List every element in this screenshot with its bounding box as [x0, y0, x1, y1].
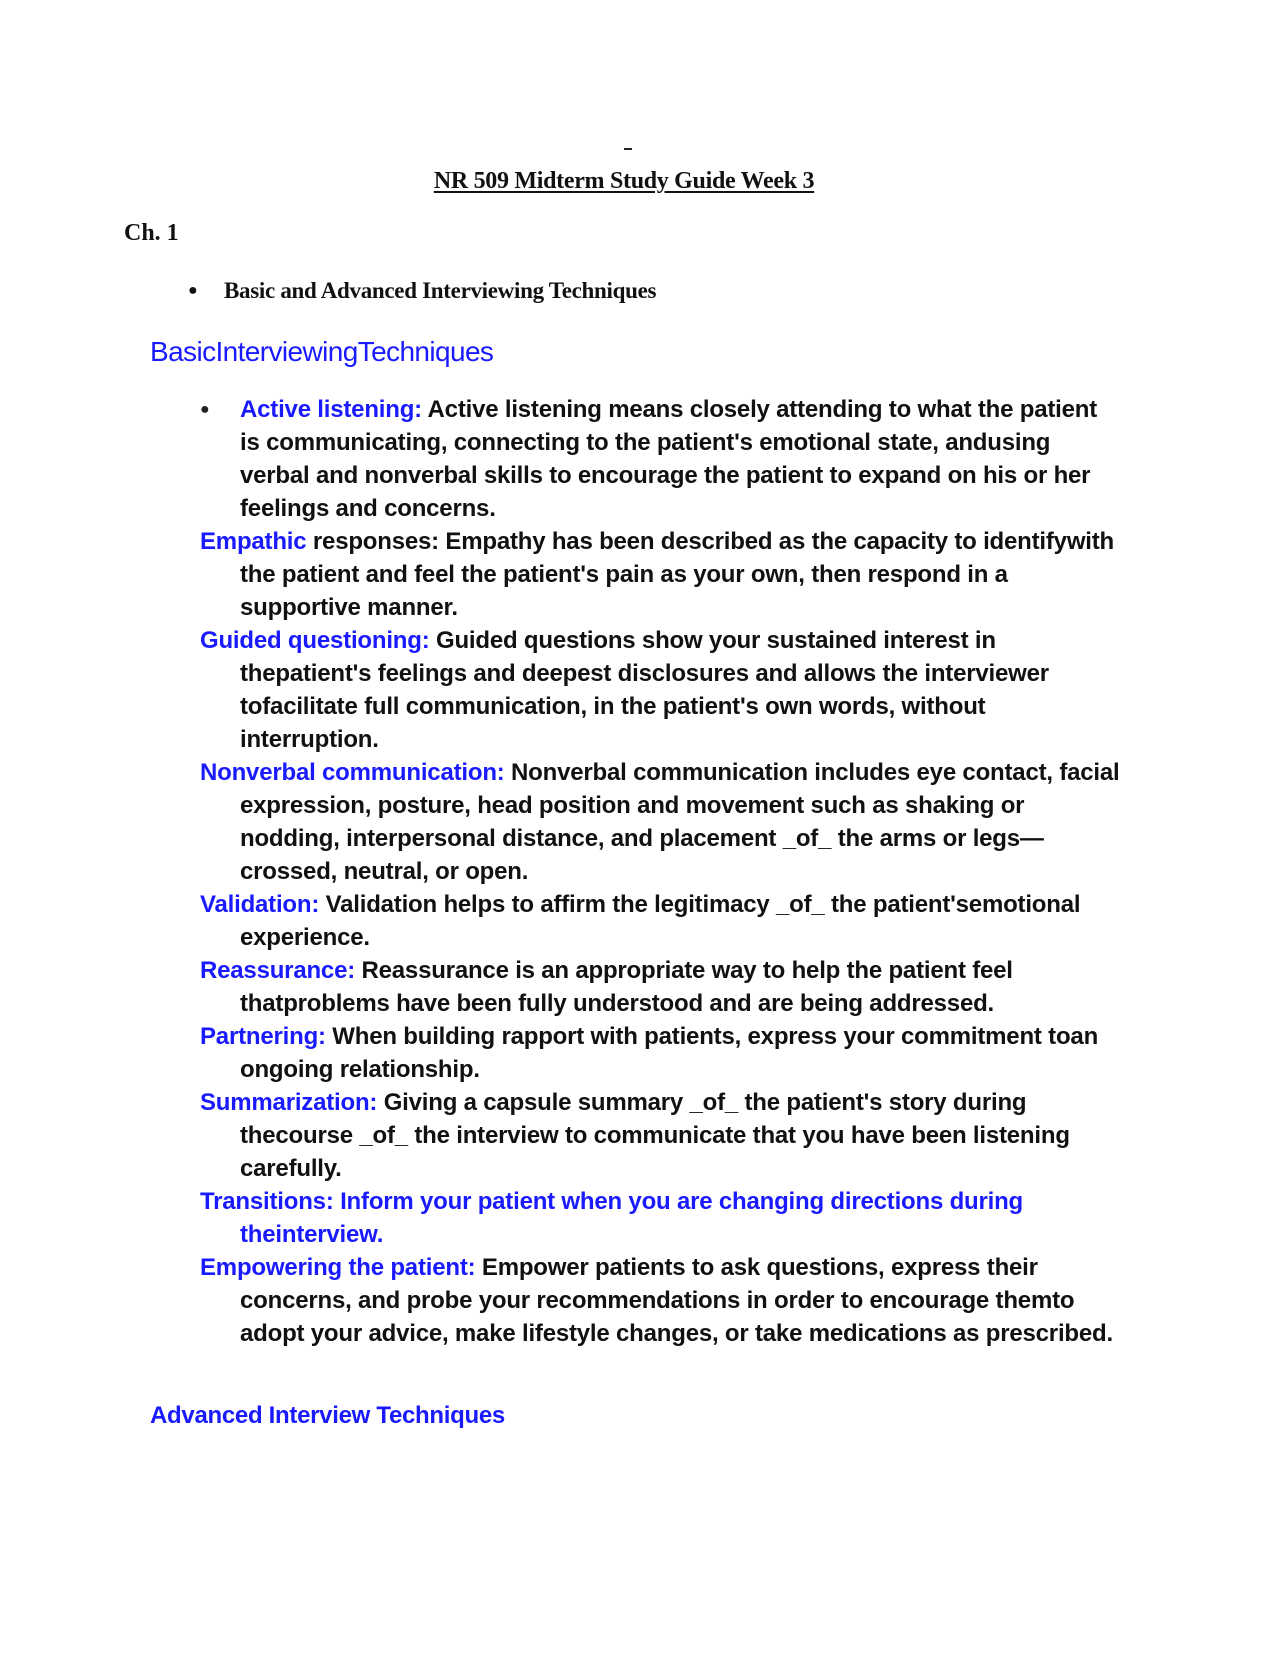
technique-list — [200, 393, 1120, 1350]
term-description: Empower patients to ask questions, express their concerns, and probe your recommendations in order to encourage themto adopt your advice, make lifestyle changes, or take medications as prescribed. — [240, 1254, 1113, 1347]
term-description: Active listening means closely attending to what the patient is communicating, connecting to the patient's emotional state, andusing verbal and nonverbal skills to encourage the patient to expand on his or her feelings and concerns. — [240, 396, 1098, 522]
term-description: Giving a capsule summary _of_ the patient's story during thecourse _of_ the interview to communicate that you have been listening carefully. — [240, 1089, 1070, 1182]
term-reassurance — [200, 954, 1120, 1020]
term-label: Empowering the patient: — [200, 1254, 476, 1281]
term-label: Reassurance: — [200, 957, 356, 984]
term-active-listening — [200, 393, 1120, 525]
term-empowering-the-patient — [200, 1251, 1120, 1350]
term-label: Active listening: — [240, 396, 422, 423]
term-label: Partnering: — [200, 1023, 326, 1050]
term-description: Guided questions show your sustained interest in thepatient's feelings and deepest disclosures and allows the interviewer tofacilitate full communication, in the patient's own words, without interruption. — [240, 627, 1049, 753]
term-description: Validation helps to affirm the legitimacy _of_ the patient'semotional experience. — [240, 891, 1081, 951]
top-mark — [624, 148, 632, 150]
section-heading-advanced: Advanced Interview Techniques — [150, 1402, 505, 1429]
chapter-label: Ch. 1 — [124, 220, 179, 246]
topic-bullet-text: Basic and Advanced Interviewing Techniques — [224, 278, 657, 303]
term-label: Summarization: — [200, 1089, 378, 1116]
term-label: Validation: — [200, 891, 320, 918]
term-description: Inform your patient when you are changing directions during theinterview. — [240, 1188, 1024, 1248]
term-transitions — [200, 1185, 1120, 1251]
term-validation — [200, 888, 1120, 954]
page-title: NR 509 Midterm Study Guide Week 3 — [433, 168, 815, 194]
term-guided-questioning — [200, 624, 1120, 756]
term-description: Reassurance is an appropriate way to help the patient feel thatproblems have been fully understood and are being addressed. — [240, 957, 1013, 1017]
term-description: responses: Empathy has been described as the capacity to identifywith the patient and feel the patient's pain as your own, then respond in a supportive manner. — [240, 528, 1115, 621]
term-partnering — [200, 1020, 1120, 1086]
section-heading-basic: BasicInterviewingTechniques — [150, 336, 494, 367]
term-description: When building rapport with patients, express your commitment toan ongoing relationship. — [240, 1023, 1099, 1083]
term-description: Nonverbal communication includes eye contact, facial expression, posture, head position and movement such as shaking or nodding, interpersonal distance, and placement _of_ the arms or legs— crossed, neutral, or open. — [240, 759, 1120, 885]
term-label: Nonverbal communication: — [200, 759, 505, 786]
term-label: Guided questioning: — [200, 627, 430, 654]
term-nonverbal-communication — [200, 756, 1120, 888]
term-summarization — [200, 1086, 1120, 1185]
topic-bullet-item — [188, 278, 656, 304]
term-empathic-responses — [200, 525, 1120, 624]
bullet-icon: ● — [200, 401, 210, 418]
term-label: Transitions: — [200, 1188, 334, 1215]
term-label: Empathic — [200, 528, 307, 555]
bullet-icon: ● — [188, 282, 198, 299]
